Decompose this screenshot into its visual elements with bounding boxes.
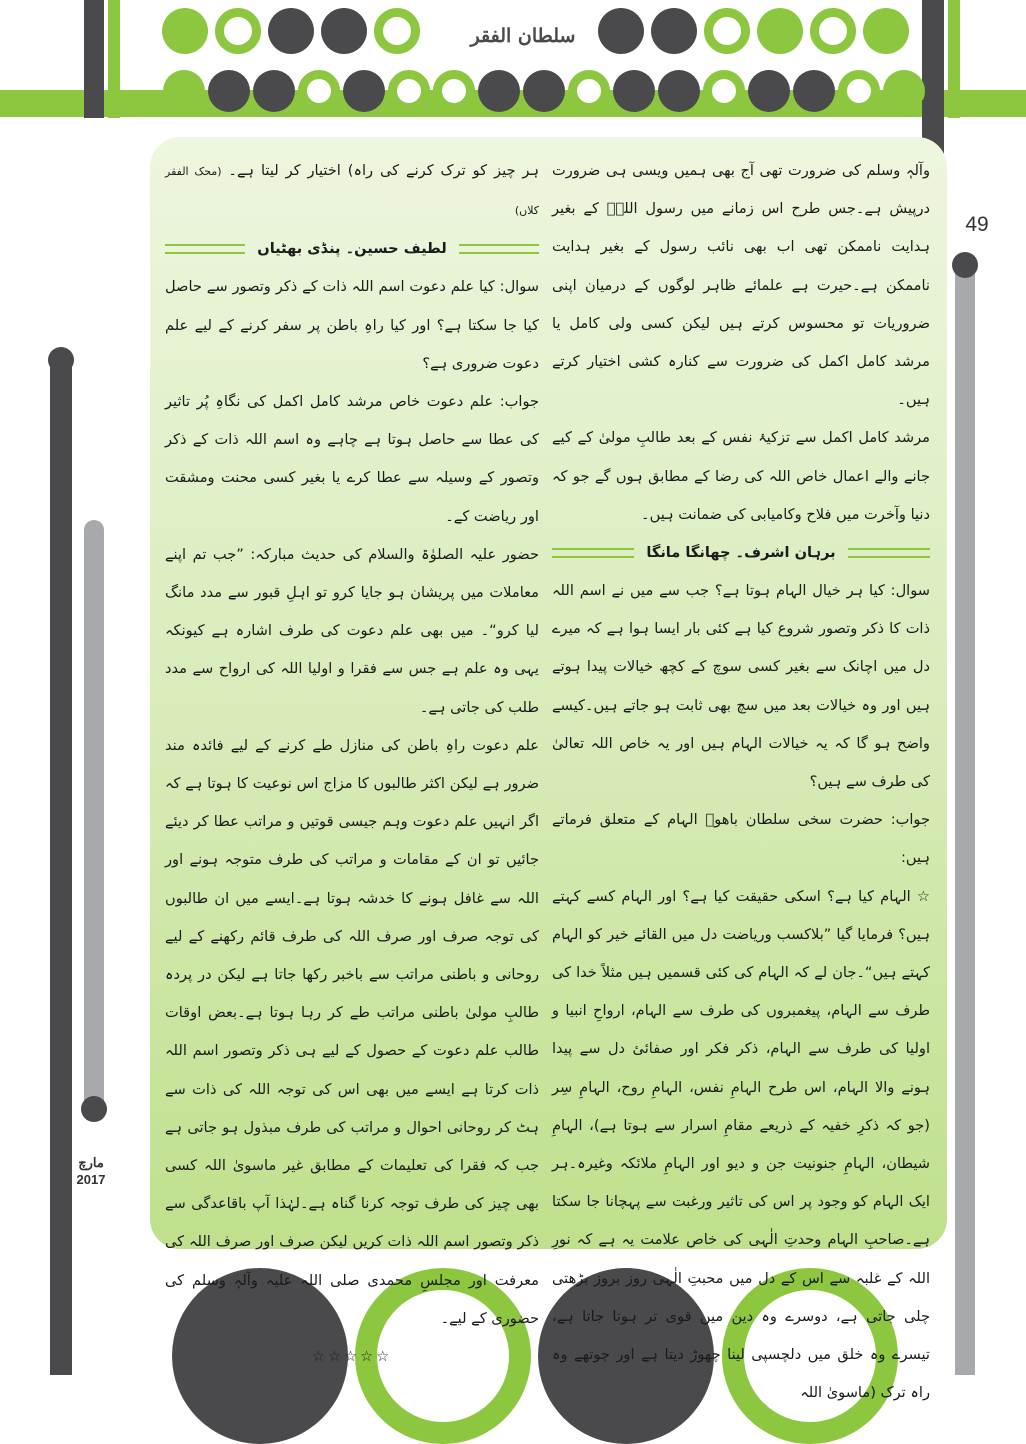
right-grey-bar-knob	[952, 252, 978, 278]
dot	[208, 70, 250, 112]
paragraph	[165, 152, 539, 230]
issue-month: مارچ	[78, 1155, 104, 1170]
paragraph	[552, 152, 930, 419]
magazine-logo: سلطان الفقر	[470, 25, 576, 47]
heading-rule	[552, 548, 634, 558]
paragraph-text: جواب: حضرت سخی سلطان باھوؒ الہام کے متعلق فرماتے ہیں:	[552, 811, 930, 867]
dot	[374, 8, 420, 54]
left-column	[165, 152, 539, 1376]
paragraph-text: حضور علیہ الصلوٰۃ والسلام کی حدیث مبارکہ: ”جب تم اپنے معاملات میں پریشان ہو جایا کرو تو اہلِ قبور سے مدد مانگ لیا کرو“۔ میں بھی علم دعوت کی طرف اشارہ ہے کیونکہ یہی وہ علم ہے جس سے فقرا و اولیا اللہ کی ارواح سے مدد طلب کی جاتی ہے۔	[165, 545, 539, 716]
left-side-grey-bar	[84, 520, 104, 1120]
right-top-green-bar	[948, 0, 960, 118]
paragraph	[552, 878, 930, 1413]
heading-rule	[459, 244, 539, 254]
dot	[703, 70, 745, 112]
paragraph-text: سوال: کیا ہر خیال الہام ہوتا ہے؟ جب سے میں نے اسم اللہ ذات کا ذکر وتصور شروع کیا ہے کئی بار ایسا ہوا ہے کہ میرے دل میں اچانک سے بغیر کسی سوچ کے کچھ خیالات پیدا ہوتے ہیں اور وہ خیالات بعد میں سچ بھی ثابت ہو جاتے ہیں۔کیسے واضح ہو گا کہ یہ خیالات الہام ہیں اور یہ خاص اللہ تعالیٰ کی طرف سے ہیں؟	[552, 582, 930, 791]
paragraph-text: ہر چیز کو ترک کرنے کی راہ) اختیار کر لیتا ہے۔	[228, 162, 539, 179]
page-number: 49	[965, 213, 989, 236]
dot	[863, 8, 909, 54]
left-top-green-bar	[108, 0, 120, 118]
end-stars: ☆☆☆☆☆	[311, 1348, 393, 1366]
source-note: (محک الفقر کلاں)	[165, 165, 539, 218]
dot	[215, 8, 261, 54]
left-top-dark-bar	[84, 0, 104, 118]
dot	[658, 70, 700, 112]
dot	[704, 8, 750, 54]
dot	[321, 8, 367, 54]
paragraph	[165, 383, 539, 536]
dot	[810, 8, 856, 54]
paragraph	[552, 419, 930, 534]
left-grey-bar-knob	[81, 1096, 107, 1122]
paragraph-text: وآلہٖ وسلم کی ضرورت تھی آج بھی ہمیں ویسی ہی ضرورت درپیش ہے۔جس طرح اس زمانے میں رسول اللہؐ کے بغیر ہدایت ناممکن تھی اب بھی نائب رسول کے بغیر ہدایت ناممکن ہے۔حیرت ہے علمائے ظاہر لوگوں کے درمیان اپنی ضروریات تو محسوس کرتے ہیں لیکن کسی ولی کامل یا مرشد کامل اکمل کی ضرورت سے کنارہ کشی اختیار کرتے ہیں۔	[552, 162, 930, 409]
dot	[478, 70, 520, 112]
dot	[757, 8, 803, 54]
dot	[883, 70, 925, 112]
heading-rule	[165, 244, 245, 254]
dot	[388, 70, 430, 112]
section-heading	[165, 230, 539, 268]
paragraph-text: جواب: علم دعوت خاص مرشد کامل اکمل کی نگاہِ پُر تاثیر کی عطا سے حاصل ہوتا ہے چاہے وہ اسم اللہ ذات کے ذکر وتصور کے وسیلہ سے عطا کرے یا بغیر کسی محنت ومشقت اور ریاضت کے۔	[165, 393, 539, 525]
left-dark-bar-knob	[48, 347, 74, 373]
dot	[793, 70, 835, 112]
section-heading	[552, 534, 930, 572]
dot	[343, 70, 385, 112]
paragraph	[165, 268, 539, 383]
dot	[568, 70, 610, 112]
dot	[163, 70, 205, 112]
dot	[523, 70, 565, 112]
paragraph	[165, 727, 539, 1338]
dot	[433, 70, 475, 112]
paragraph-text: سوال: کیا علم دعوت اسم اللہ ذات کے ذکر وتصور سے حاصل کیا جا سکتا ہے؟ اور کیا راہِ باطن پر سفر کرنے کے لیے علم دعوت ضروری ہے؟	[165, 278, 539, 372]
dot	[748, 70, 790, 112]
issue-date	[66, 1154, 116, 1188]
paragraph-text: مرشد کامل اکمل سے تزکیۂ نفس کے بعد طالبِ مولیٰ کے کیے جانے والے اعمال خاص اللہ کی رضا کے مطابق ہوں گے جو کہ دنیا وآخرت میں فلاح وکامیابی کی ضمانت ہیں۔	[552, 429, 930, 523]
dot	[268, 8, 314, 54]
paragraph	[165, 536, 539, 727]
dot	[613, 70, 655, 112]
left-side-dark-bar	[50, 350, 72, 1375]
dot	[838, 70, 880, 112]
right-column	[552, 152, 930, 1413]
issue-year: 2017	[76, 1172, 106, 1187]
heading-text: برہان اشرف۔ چھانگا مانگا	[646, 543, 836, 561]
heading-rule	[848, 548, 930, 558]
paragraph	[552, 801, 930, 877]
right-side-grey-bar	[955, 255, 975, 1375]
paragraph	[552, 572, 930, 801]
paragraph-text: علم دعوت راہِ باطن کی منازل طے کرنے کے لیے فائدہ مند ضرور ہے لیکن اکثر طالبوں کا مزاج اس نوعیت کا ہوتا ہے کہ اگر انہیں علم دعوت وہم جیسی قوتیں و مراتب عطا کر دیئے جائیں تو ان کے مقامات و مراتب کی طرف متوجہ ہونے اور اللہ سے غافل ہونے کا خدشہ ہوتا ہے۔ایسے میں ان طالبوں کی توجہ صرف اور صرف اللہ کی طرف قائم رکھنے کے لیے روحانی و باطنی مراتب سے باخبر رکھا جاتا ہے لیکن در پردہ طالبِ مولیٰ باطنی مراتب طے کر رہا ہوتا ہے۔بعض اوقات طالب علم دعوت کے حصول کے لیے ہی ذکر وتصور اسم اللہ ذات کرتا ہے ایسے میں بھی اس کی توجہ اللہ کی ذات سے ہٹ کر روحانی احوال و مراتب کی طرف مبذول ہو جاتی ہے جب کہ فقرا کی تعلیمات کے مطابق غیر ماسویٰ اللہ کسی بھی چیز کی طرف توجہ کرنا گناہ ہے۔لہٰذا آپ باقاعدگی سے ذکر وتصور اسم اللہ ذات کریں لیکن صرف اور صرف اللہ کی معرفت اور مجلسِ محمدی صلی اللہ علیہ وآلہٖ وسلم کی حضوری کے لیے۔	[165, 736, 539, 1327]
heading-text: لطیف حسین۔ پنڈی بھٹیاں	[257, 240, 447, 258]
dot	[298, 70, 340, 112]
dot	[162, 8, 208, 54]
dot	[651, 8, 697, 54]
paragraph-text: ☆ الہام کیا ہے؟ اسکی حقیقت کیا ہے؟ اور الہام کسے کہتے ہیں؟ فرمایا گیا ”بلاکسب وریاضت دل میں القائے خیر کو الہام کہتے ہیں“۔جان لے کہ الہام کی کئی قسمیں ہیں مثلاً خدا کی طرف سے الہام، پیغمبروں کی طرف سے الہام، ارواحِ انبیا و اولیا کی طرف سے الہام، ذکر فکر اور صفائیٔ دل سے پیدا ہونے والا الہام، اس طرح الہامِ نفس، الہامِ روح، الہامِ سِر (جو کہ ذکرِ خفیہ کے ذریعے مقامِ اسرار سے ہوتا ہے)، الہامِ شیطان، الہامِ جنونیت جن و دیو اور الہامِ ملائکہ وغیرہ۔ہر ایک الہام کو وجود پر اس کی تاثیر ورغبت سے پہچانا جا سکتا ہے۔صاحبِ الہام وحدتِ الٰہی کی خاص علامت یہ ہے کہ نورِ اللہ کے غلبہ سے اس کے دل میں محبتِ الٰہی روز بروز بڑھتی چلی جاتی ہے، دوسرے وہ دین میں قوی تر ہوتا جاتا ہے، تیسرے وہ خلق میں دلچسپی لینا چھوڑ دیتا ہے اور چوتھے وہ راہ ترک (ماسویٰ اللہ	[552, 887, 930, 1402]
dot	[253, 70, 295, 112]
dot	[598, 8, 644, 54]
